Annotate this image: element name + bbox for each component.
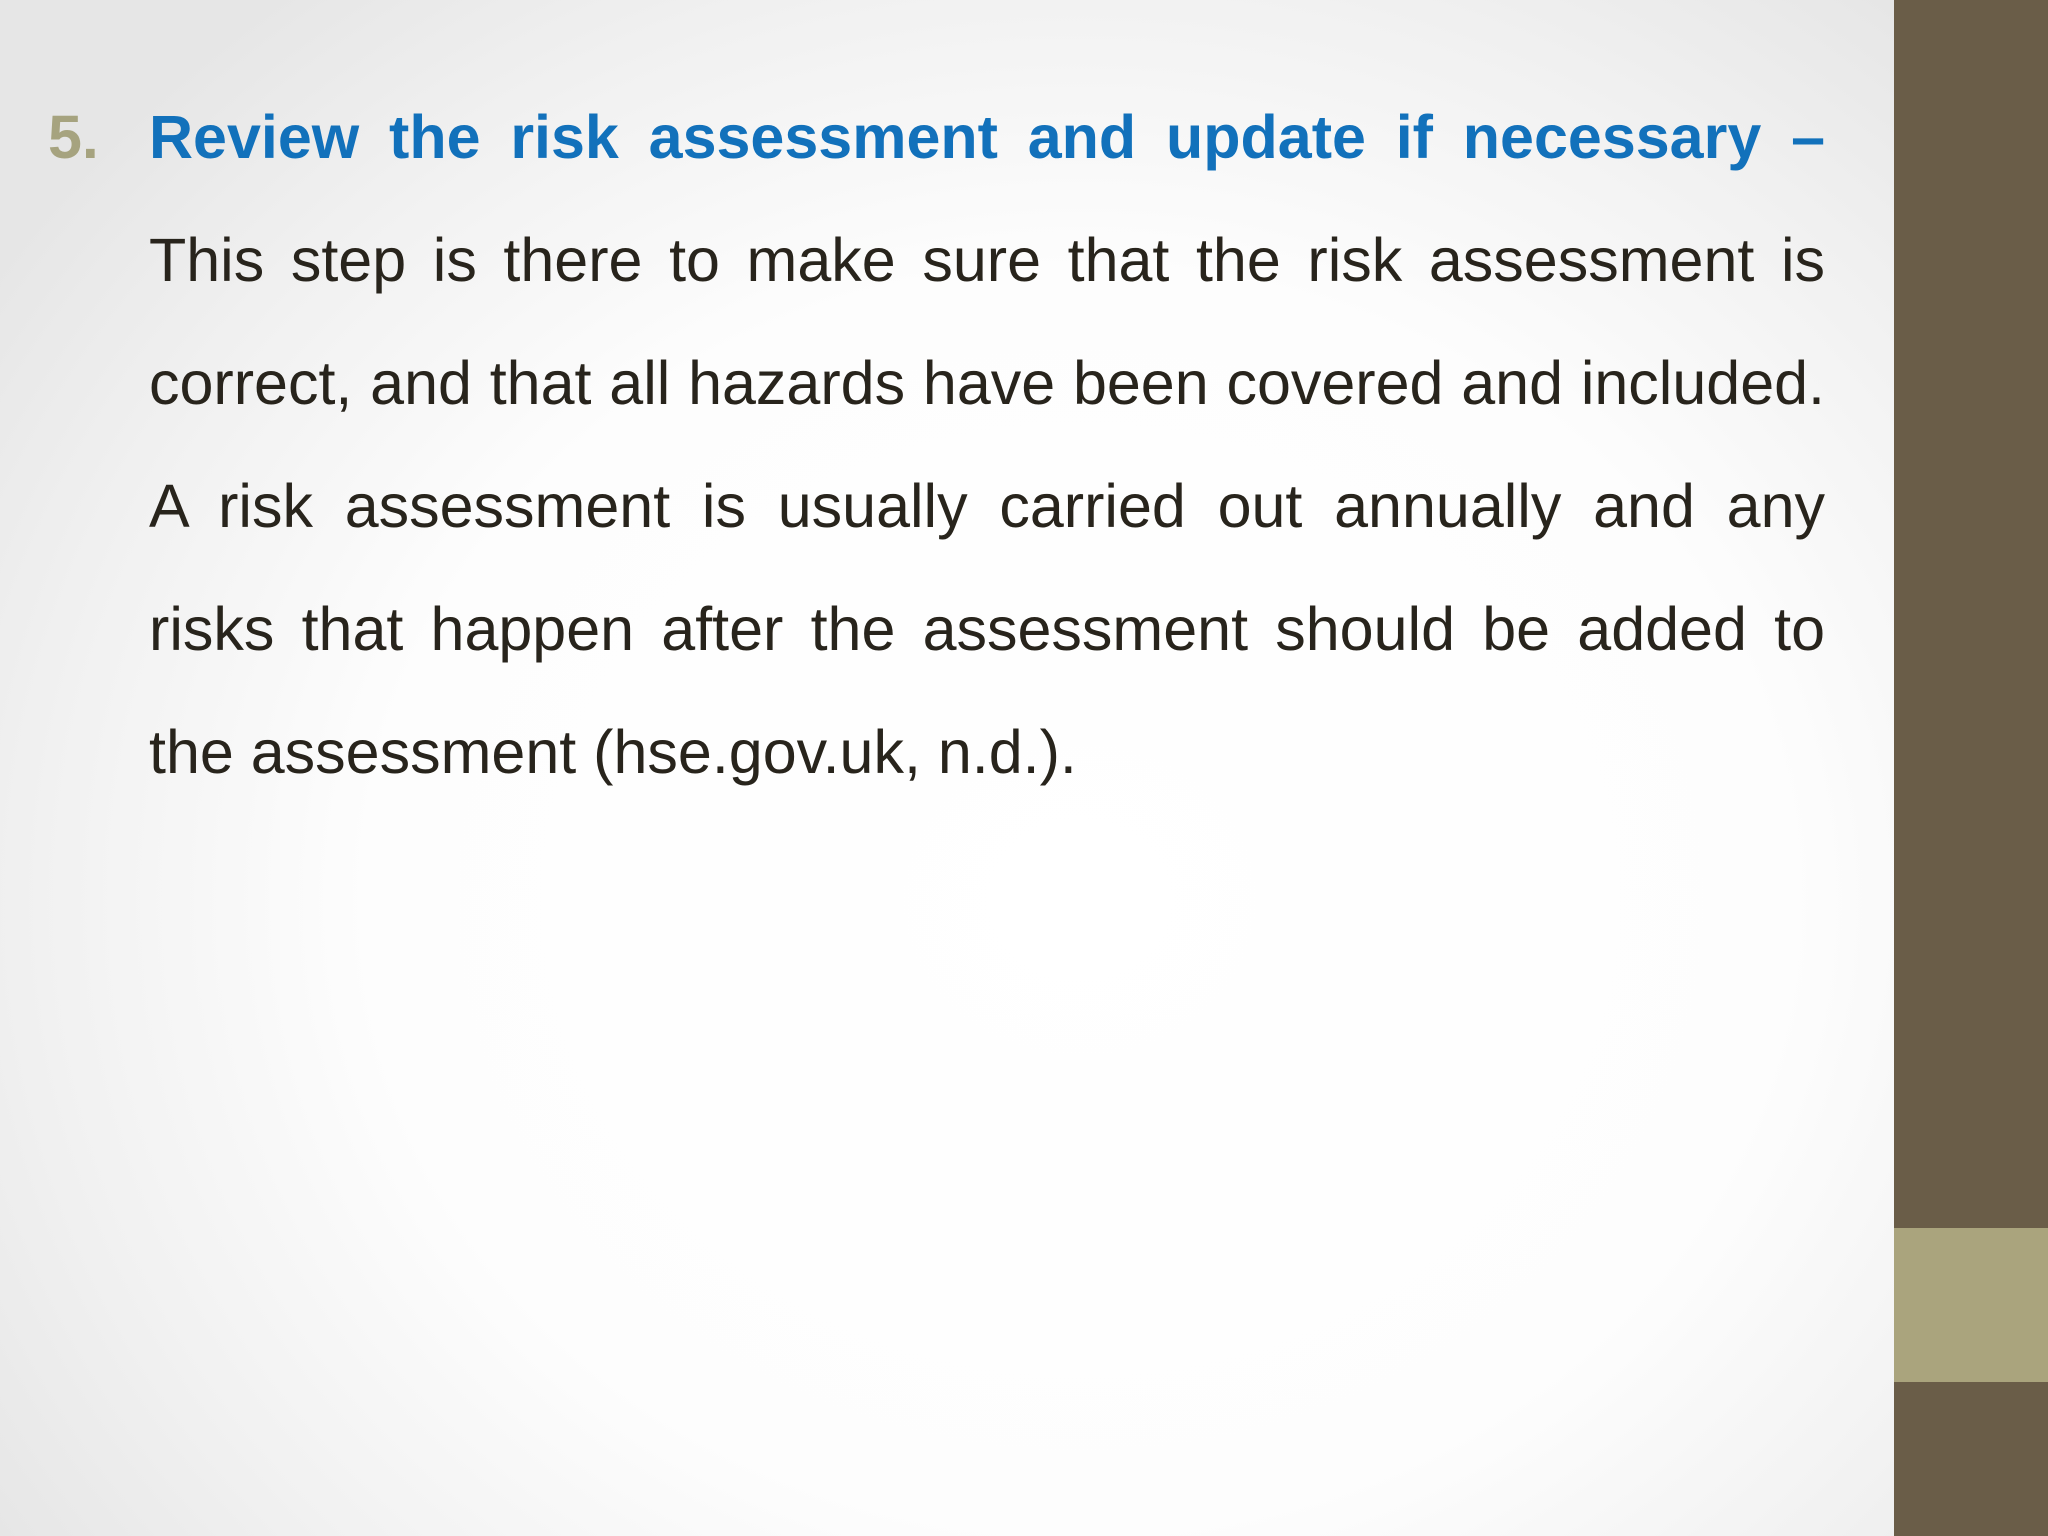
- item-text: This step is there to make sure that the risk assessment is correct, and that all hazards have been covered and included. A risk assessment is usually carried out annually and any risks that happen after the assessment should be added to the assessment (hse.gov.uk, n.d.).: [149, 226, 1825, 786]
- sidebar-accent-block: [1894, 1228, 2048, 1382]
- decorative-sidebar: [1894, 0, 2048, 1536]
- item-heading: Review the risk assessment and update if necessary –: [149, 103, 1825, 171]
- item-number: 5.: [48, 103, 99, 171]
- item-paragraph: [149, 76, 1825, 814]
